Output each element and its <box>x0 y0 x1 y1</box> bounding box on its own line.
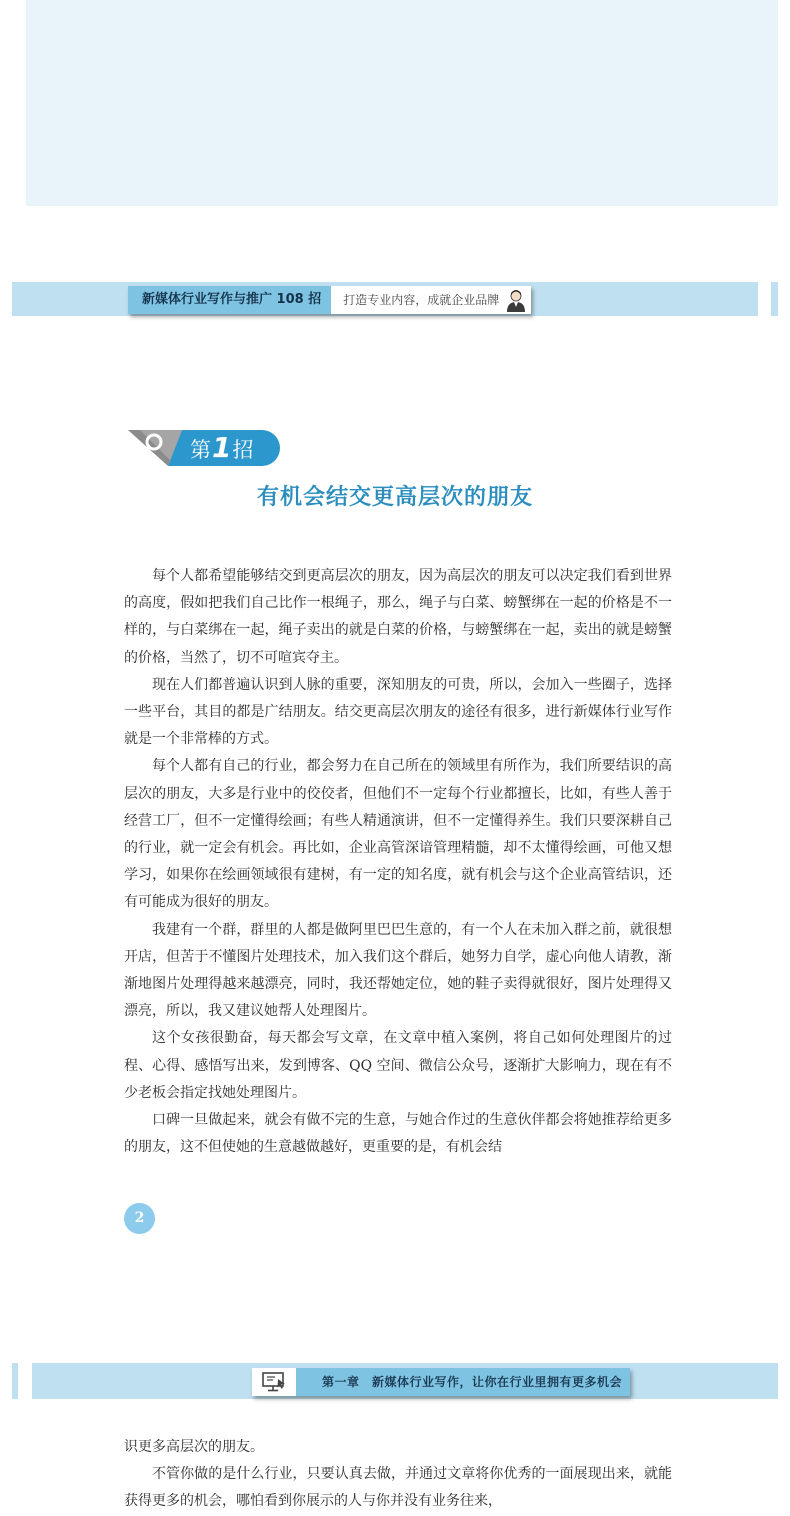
previous-page-area <box>26 0 778 206</box>
chapter-header <box>252 1368 630 1396</box>
paragraph: 每个人都希望能够结交到更高层次的朋友，因为高层次的朋友可以决定我们看到世界的高度，假如把我们自己比作一根绳子，那么，绳子与白菜、螃蟹绑在一起的价格是不一样的，与白菜绑在一起，绳子卖出的就是白菜的价格，与螃蟹绑在一起，卖出的就是螃蟹的价格，当然了，切不可喧宾夺主。 <box>124 568 672 666</box>
book-slogan: 打造专业内容，成就企业品牌 <box>343 293 500 307</box>
paragraph: 我建有一个群，群里的人都是做阿里巴巴生意的，有一个人在未加入群之前，就很想开店，但苦于不懂图片处理技术，加入我们这个群后，她努力自学，虚心向他人请教，渐渐地图片处理得越来越漂亮，同时，我还帮她定位，她的鞋子卖得就很好，图片处理得又漂亮，所以，我又建议她帮人处理图片。 <box>124 921 672 1020</box>
chapter-header-edge <box>12 1363 18 1399</box>
chapter-badge <box>126 428 282 468</box>
paragraph: 这个女孩很勤奋，每天都会写文章，在文章中植入案例，将自己如何处理图片的过程、心得、感悟写出来，发到博客、QQ 空间、微信公众号，逐渐扩大影响力，现在有不少老板会指定找她处理图片。 <box>124 1030 672 1101</box>
paragraph-continuation: 识更多高层次的朋友。 <box>124 1439 264 1455</box>
running-header-edge <box>771 282 778 316</box>
next-page-text <box>124 1434 672 1516</box>
chapter-icon-box <box>252 1368 296 1396</box>
section-title: 有机会结交更高层次的朋友 <box>256 484 533 510</box>
paragraph: 口碑一旦做起来，就会有做不完的生意，与她合作过的生意伙伴都会将她推荐给更多的朋友，这不但使她的生意越做越好，更重要的是，有机会结 <box>124 1112 672 1156</box>
book-title: 新媒体行业写作与推广 108 招 <box>128 286 331 314</box>
person-icon <box>505 288 527 312</box>
badge-number: 1 <box>212 431 232 464</box>
badge-prefix: 第 <box>190 438 211 462</box>
paragraph: 每个人都有自己的行业，都会努力在自己所在的领域里有所作为，我们所要结识的高层次的朋友，大多是行业中的佼佼者，但他们不一定每个行业都擅长，比如，有些人善于经营工厂，但不一定懂得绘画；有些人精通演讲，但不一定懂得养生。我们只要深耕自己的行业，就一定会有机会。再比如，企业高管深谙管理精髓，却不太懂得绘画，可他又想学习，如果你在绘画领域很有建树，有一定的知名度，就有机会与这个企业高管结识，还有可能成为很好的朋友。 <box>124 758 672 911</box>
chapter-title: 第一章 新媒体行业写作，让你在行业里拥有更多机会 <box>296 1368 630 1396</box>
monitor-icon <box>261 1372 287 1392</box>
badge-label <box>190 432 253 466</box>
running-header <box>128 286 531 314</box>
page-number: 2 <box>124 1203 155 1234</box>
book-slogan-box <box>331 286 531 314</box>
badge-suffix: 招 <box>232 438 254 462</box>
paragraph: 现在人们都普遍认识到人脉的重要，深知朋友的可贵，所以，会加入一些圈子，选择一些平台，其目的都是广结朋友。结交更高层次朋友的途径有很多，进行新媒体行业写作就是一个非常棒的方式。 <box>124 676 672 748</box>
body-text <box>124 563 672 1161</box>
paragraph: 不管你做的是什么行业，只要认真去做，并通过文章将你优秀的一面展现出来，就能获得更多的机会，哪怕看到你展示的人与你并没有业务往来， <box>124 1466 672 1510</box>
